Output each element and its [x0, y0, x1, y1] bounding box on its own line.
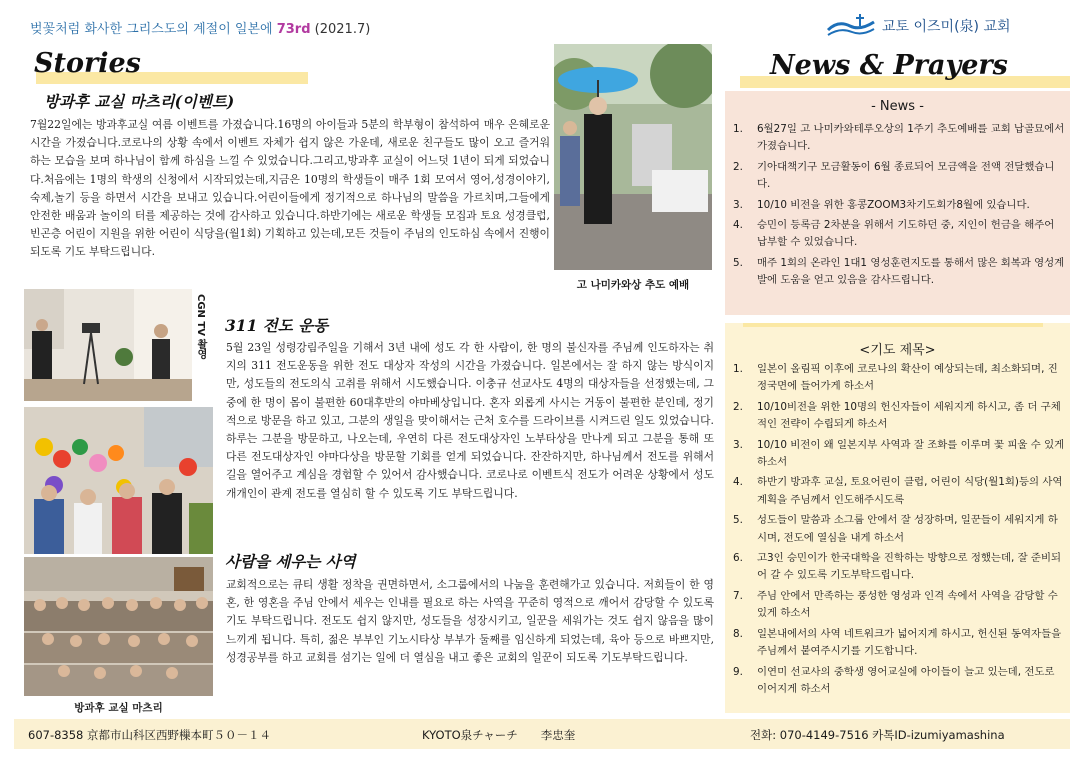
article-heading: 311 전도 운동: [225, 316, 329, 335]
prayer-item: 8. 일본내에서의 사역 네트워크가 넓어지게 하시고, 헌신된 동역자들을 주님께서 붙여주시기를 기도합니다.: [733, 627, 1062, 658]
article-body: 5월 23일 성령강림주일을 기해서 3년 내에 성도 각 한 사람이, 한 명의 불신자를 주님께 인도하자는 취지의 311 전도운동을 위한 전도 대상자 작성의 시간을 가졌습니다. 일본에서는 잘 하지 않는 방식이지만, 성도들의 전도의식 고취를 위해서 시도했습니다. 이충규 선교사도 4명의 대상자들을 선정했는데, 그 중에 한 명이 몸이 불편한 60대후반의 야마베상입니다. 혼자 외롭게 사시는 거동이 불편한 분인데, 정기적으로 방문을 하고 있고, 그분의 생일을 맞이해서는 근처 호수를 드라이브를 시켜드린 일도 있었습니다. 하루는 그분을 방문하고, 나오는데, 우연히 다른 전도대상자인 노부타상을 만나게 되고 그분을 통해 또 다른 전도대상자인 야마다상을 방문할 기회를 얻게 되었습니다. 잔잔하지만, 하나님께서 전도를 위해서 길을 열어주고 계심을 경험할 수 있어서 감사했습니다. 코로나로 이벤트식 전도가 어려운 상황에서 성도 개개인이 관계 전도를 열심히 할 수 있도록 기도 부탁드립니다.: [226, 341, 714, 500]
news-item: 2. 기아대책기구 모금활동이 6월 종료되어 모금액을 전액 전달했습니다.: [733, 160, 1055, 191]
issue-date: (2021.7): [314, 22, 371, 37]
issue-number: 73rd: [276, 22, 311, 37]
news-prayers-heading: News & Prayers: [770, 50, 1008, 81]
stories-banner: [24, 48, 308, 86]
footer-address: 607-8358 京都市山科区西野樔本町５０－１４: [28, 728, 272, 742]
article-body: 7월22일에는 방과후교실 여름 이벤트를 가졌습니다.16명의 아이들과 5분의 학부형이 참석하여 매우 은혜로운 시간을 가졌습니다.코로나의 상황 속에서 이벤트 자체가 쉽지 않은 가운데, 새로운 친구들도 많이 오고 즐거워하는 모습을 보며 하나님이 함께 하심을 느낄 수 있었습니다.그리고,방과후 교실이 어느덧 1년이 되게 되었습니다.처음에는 1명의 학생의 신청에서 시작되었는데,지금은 10명의 학생들이 매주 1회 모여서 영어,성경이야기,숙제,놀기 등을 하면서 시간을 보내고 있습니다.어린이들에게 정기적으로 하나님의 말씀을 가르치며,그들에게 안전한 배움과 놀이의 터를 제공하는 것에 감사하고 있습니다.하반기에는 새로운 학생들 모집과 토요 성경클럽,빈곤층 어린이 지원을 위한 어린이 식당을(월1회) 기획하고 있는데,모든 것들이 주님의 인도하심 속에서 진행이 되도록 기도 부탁드립니다.: [30, 118, 550, 259]
prayer-item: 1. 일본이 올림픽 이후에 코로나의 확산이 예상되는데, 최소화되며, 진정국면에 들어가게 하소서: [733, 363, 1058, 393]
balloon-event-photo: [24, 407, 213, 554]
news-item: 5. 매주 1회의 온라인 1대1 영성훈련지도를 통해서 많은 회복과 영성계발에 도움을 얻고 있음을 감사드립니다.: [733, 256, 1065, 287]
footer: [14, 719, 1070, 749]
footer-church: KYOTO泉チャーチ 李忠奎: [422, 728, 576, 742]
memorial-photo-caption: 고 나미카와상 추도 예배: [576, 279, 690, 291]
footer-contact: 전화: 070-4149-7516 카톡ID-izumiyamashina: [750, 728, 1005, 742]
prayer-item: 6. 고3인 승민이가 한국대학을 진학하는 방향으로 정했는데, 잘 준비되어 갈 수 있도록 기도부탁드립니다.: [733, 552, 1062, 582]
church-brand: [826, 12, 1056, 38]
prayer-item: 9. 이연미 선교사의 중학생 영어교실에 아이들이 늘고 있는데, 전도로 이어지게 하소서: [733, 665, 1055, 695]
prayer-item: 5. 성도들이 말씀과 소그룹 안에서 잘 성장하며, 일꾼들이 세워지게 하시며, 전도에 열심을 내게 하소서: [733, 514, 1058, 544]
article-heading: 사람을 세우는 사역: [225, 552, 356, 571]
cgn-photo-caption: CGN TV 촬영: [195, 294, 206, 360]
prayer-title: <기도 제목>: [859, 343, 936, 358]
news-item: 1. 6월27일 고 나미카와테루오상의 1주기 추도예배를 교회 납골묘에서 가졌습니다.: [733, 123, 1065, 153]
cgn-filming-photo: [24, 289, 192, 401]
prayer-list: [731, 361, 1065, 701]
memorial-service-photo: [554, 44, 712, 270]
prayer-item: 3. 10/10 비전이 왜 일본지부 사역과 잘 조화를 이루며 꽃 피울 수 있게 하소서: [733, 438, 1065, 469]
news-list: [731, 121, 1065, 293]
divider: [743, 323, 1043, 327]
news-title: - News -: [871, 99, 924, 114]
news-item: 4. 승민이 등록금 2차분을 위해서 기도하던 중, 지인이 헌금을 해주어 납부할 수 있었습니다.: [733, 219, 1055, 249]
prayer-item: 2. 10/10비전을 위한 10명의 헌신자들이 세워지게 하시고, 좀 더 구체적인 전략이 수립되게 하소서: [733, 400, 1061, 431]
class-photo-caption: 방과후 교실 마츠리: [74, 702, 163, 714]
prayer-item: 4. 하반기 방과후 교실, 토요어린이 클럽, 어린이 식당(월1회)등의 사역 계획을 주님께서 인도해주시도록: [733, 476, 1063, 506]
article-heading: 방과후 교실 마츠리(이벤트): [44, 92, 235, 111]
prayer-item: 7. 주님 안에서 만족하는 풍성한 영성과 인격 속에서 사역을 감당할 수 있게 하소서: [733, 589, 1058, 620]
church-name: 교토 이즈미(泉) 교회: [882, 19, 1011, 35]
news-item: 3. 10/10 비전을 위한 홍콩ZOOM3차기도회가8월에 있습니다.: [733, 198, 1030, 211]
header-title: 벚꽃처럼 화사한 그리스도의 계절이 일본에: [30, 22, 273, 37]
wave-cross-logo-icon: [826, 12, 876, 38]
news-prayers-banner: [740, 50, 1070, 88]
article-body: 교회적으로는 큐티 생활 정착을 권면하면서, 소그룹에서의 나눔을 훈련해가고 있습니다. 저희들이 한 영혼, 한 영혼을 주님 안에서 세우는 인내를 필요로 하는 사역을 꾸준히 영적으로 깨어서 감당할 수 있도록 기도 부탁드립니다. 전도도 쉽지 않지만, 성도들을 성장시키고, 일꾼을 세워가는 것도 쉽지 않음을 많이 느끼게 됩니다. 특히, 젊은 부부인 기노시타상 부부가 둘째를 임신하게 되었는데, 육아 등으로 바쁘지만, 성경공부를 하고 교회를 섬기는 일에 더 열심을 내고 좋은 교회의 일꾼이 되도록 기도부탁드립니다.: [226, 578, 714, 664]
prayer-box: [725, 323, 1070, 713]
stories-heading: Stories: [34, 48, 141, 79]
group-photo: [24, 557, 213, 696]
newsletter-header: [30, 18, 370, 37]
news-box: [725, 91, 1070, 315]
